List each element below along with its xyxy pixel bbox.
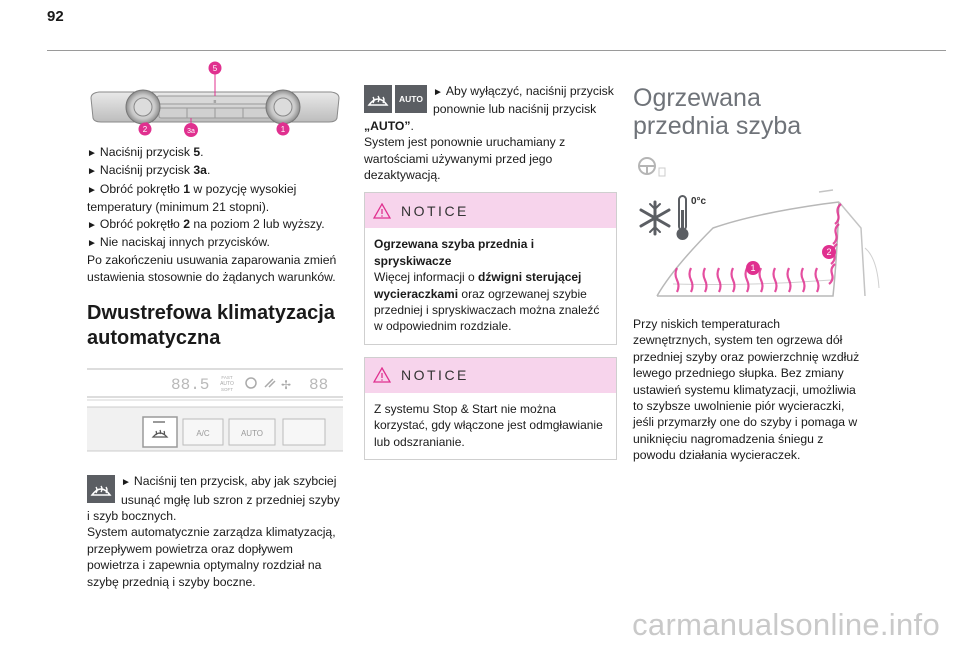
defrost-icon	[87, 475, 115, 503]
page-number: 92	[47, 8, 64, 25]
dual-zone-panel-illustration	[87, 365, 343, 457]
svg-text:88.5: 88.5	[171, 376, 210, 395]
temperature-label: 0°c	[691, 196, 707, 207]
step-1: ► Naciśnij przycisk 5.	[87, 145, 204, 159]
thermometer-icon	[677, 196, 707, 240]
notice-box-2	[364, 357, 617, 460]
defrost-icon	[364, 85, 392, 113]
section-heading-dual-zone: Dwustrefowa klimatyzacja automatyczna	[87, 302, 335, 350]
callout-1	[746, 261, 760, 275]
notice-header	[365, 358, 616, 393]
svg-text:AUTO: AUTO	[240, 429, 264, 439]
notice-title: NOTICE	[401, 202, 469, 219]
notice-body: Z systemu Stop & Start nie można korzystać, gdy włączone jest odmgławianie lub odszranianie.	[374, 401, 603, 449]
svg-text:1: 1	[280, 125, 286, 134]
step-3: ► Obróć pokrętło 1 w pozycję wysokiej temperatury (minimum 21 stopni).	[87, 181, 297, 215]
svg-text:A/C: A/C	[196, 429, 210, 439]
auto-management-text: System automatycznie zarządza klimatyzacją, przepływem powietrza oraz dopływem powietrza i zapewnia optymalny rozdział na szybę przednią i szyby boczne.	[87, 525, 336, 589]
off-step: AUTO ► Aby wyłączyć, naciśnij przycisk ponownie lub naciśnij przycisk „AUTO”. System jest ponownie uruchamiany z wartościami używanymi przed jego dezaktywacją.	[364, 83, 617, 183]
svg-text:3a: 3a	[187, 128, 195, 135]
step-2: ► Naciśnij przycisk 3a.	[87, 163, 211, 178]
snowflake-icon	[641, 202, 669, 234]
notice-header	[365, 193, 616, 228]
watermark: carmanualsonline.info	[632, 607, 940, 642]
notice-body: Ogrzewana szyba przednia i spryskiwacze Więcej informacji o dźwigni sterującej wycieraczkami oraz ogrzewanej szybie przedniej i spryskiwaczach można znaleźć w odpowiednim rozdziale.	[374, 237, 600, 334]
svg-text:AUTO: AUTO	[220, 381, 234, 388]
svg-text:≡: ≡	[213, 99, 217, 105]
defrost-step: ► Naciśnij ten przycisk, aby jak szybciej usunąć mgłę lub szron z przedniej szyby i szyb bocznych. System automatycznie zarządza klimatyzacją, przepływem powietrza oraz dopływem powietrza i zapewnia optymalny rozdział na szybę przednią i szyby boczne.	[87, 473, 343, 590]
climate-panel-illustration	[87, 60, 343, 138]
notice-box-1	[364, 192, 617, 344]
svg-text:88: 88	[309, 376, 329, 395]
heated-windscreen-text: Przy niskich temperaturach zewnętrznych, system ten ogrzewa dół przedniej szyby oraz powierzchnię wzdłuż lewego przedniego słupka. Bez zmiany ustawień systemu klimatyzacji, umożliwia to szybsze uwolnienie piór wycieraczki, jeśli przymarzły one do szyby i pomaga w uniknięciu nagromadzenia śniegu z powodu działania wycieraczek.	[633, 317, 860, 463]
step-4: ► Obróć pokrętło 2 na poziom 2 lub wyższy.	[87, 216, 325, 231]
callout-1	[277, 123, 290, 136]
column-3	[633, 84, 883, 464]
step-5: ► Nie naciskaj innych przycisków.	[87, 235, 270, 250]
defog-steps	[87, 144, 343, 285]
svg-text:1: 1	[750, 263, 756, 273]
svg-text:SOFT: SOFT	[221, 387, 233, 393]
top-rule	[47, 50, 946, 51]
callout-3a	[184, 123, 198, 137]
callout-2	[139, 123, 152, 136]
svg-text:FAST: FAST	[221, 375, 233, 381]
callout-5	[209, 62, 222, 75]
auto-icon: AUTO	[395, 85, 427, 113]
column-2	[364, 83, 617, 460]
svg-text:2: 2	[142, 125, 148, 134]
svg-text:2: 2	[826, 247, 832, 257]
heated-windscreen-illustration	[633, 188, 883, 310]
warning-triangle-icon	[373, 367, 391, 383]
warning-triangle-icon	[373, 203, 391, 219]
callout-2	[822, 245, 836, 259]
reactivation-text: System jest ponownie uruchamiany z wartościami używanymi przed jego dezaktywacją.	[364, 135, 566, 183]
notice-title: NOTICE	[401, 367, 469, 384]
section-heading-heated-windscreen: Ogrzewana przednia szyba	[633, 84, 802, 140]
column-1	[87, 60, 343, 590]
steering-wheel-icon	[633, 156, 667, 178]
svg-text:✢: ✢	[281, 378, 292, 393]
svg-text:5: 5	[212, 64, 218, 73]
after-steps-text: Po zakończeniu usuwania zaparowania zmień ustawienia stosownie do żądanych warunków.	[87, 253, 337, 284]
